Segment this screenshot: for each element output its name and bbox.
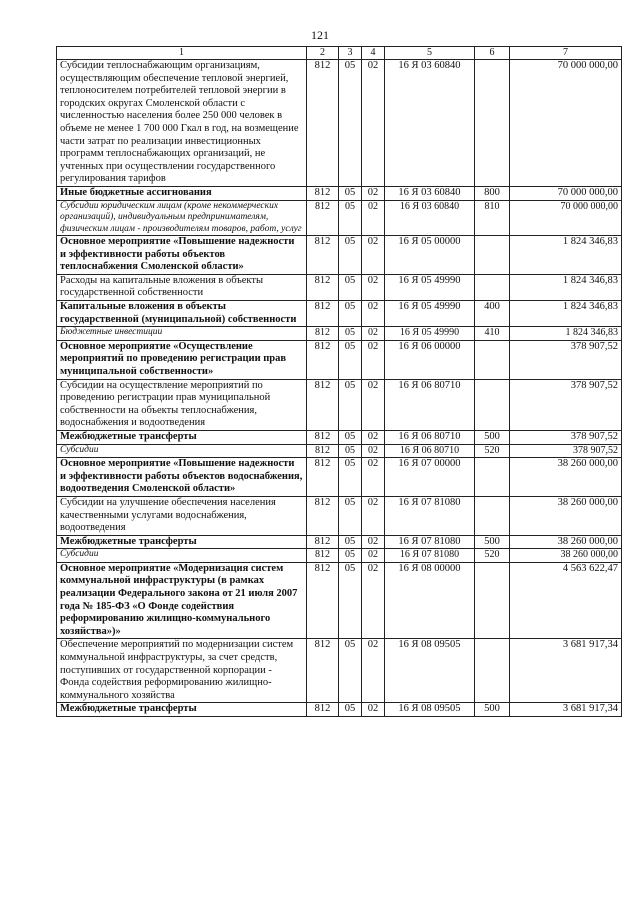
- row-ministry-cell: 812: [307, 703, 339, 717]
- table-row: [57, 340, 622, 379]
- row-subsection-cell: 02: [362, 444, 385, 458]
- row-section-cell: 05: [339, 703, 362, 717]
- row-amount-cell: 70 000 000,00: [510, 60, 622, 187]
- table-row: [57, 549, 622, 563]
- row-ministry-cell: 812: [307, 562, 339, 639]
- row-target-article-cell: 16 Я 05 49990: [385, 327, 475, 341]
- row-expense-type-cell: 520: [475, 444, 510, 458]
- row-subsection-cell: 02: [362, 535, 385, 549]
- table-row: [57, 639, 622, 703]
- table-row: [57, 301, 622, 327]
- row-amount-cell: 1 824 346,83: [510, 301, 622, 327]
- row-name-cell: Субсидии: [57, 549, 307, 563]
- row-name-cell: Основное мероприятие «Повышение надежности и эффективности работы объектов водоснабжения, водоотведения Смоленской области»: [57, 458, 307, 497]
- header-row: [57, 47, 622, 60]
- row-subsection-cell: 02: [362, 340, 385, 379]
- row-section-cell: 05: [339, 379, 362, 430]
- row-name-cell: Основное мероприятие «Повышение надежности и эффективности работы объектов теплоснабжения Смоленской области»: [57, 236, 307, 275]
- header-col-4: 4: [362, 47, 385, 60]
- row-expense-type-cell: 500: [475, 430, 510, 444]
- row-target-article-cell: 16 Я 06 80710: [385, 430, 475, 444]
- row-section-cell: 05: [339, 549, 362, 563]
- row-target-article-cell: 16 Я 03 60840: [385, 186, 475, 200]
- row-subsection-cell: 02: [362, 430, 385, 444]
- row-name-cell: Расходы на капитальные вложения в объекты государственной собственности: [57, 274, 307, 300]
- table-row: [57, 535, 622, 549]
- row-section-cell: 05: [339, 639, 362, 703]
- row-expense-type-cell: [475, 496, 510, 535]
- row-target-article-cell: 16 Я 07 00000: [385, 458, 475, 497]
- row-ministry-cell: 812: [307, 274, 339, 300]
- row-amount-cell: 4 563 622,47: [510, 562, 622, 639]
- row-amount-cell: 3 681 917,34: [510, 639, 622, 703]
- row-subsection-cell: 02: [362, 379, 385, 430]
- row-target-article-cell: 16 Я 08 09505: [385, 703, 475, 717]
- row-name-cell: Межбюджетные трансферты: [57, 430, 307, 444]
- table-row: [57, 379, 622, 430]
- header-col-2: 2: [307, 47, 339, 60]
- row-section-cell: 05: [339, 200, 362, 236]
- row-target-article-cell: 16 Я 08 00000: [385, 562, 475, 639]
- row-subsection-cell: 02: [362, 327, 385, 341]
- row-expense-type-cell: 400: [475, 301, 510, 327]
- row-section-cell: 05: [339, 535, 362, 549]
- row-section-cell: 05: [339, 274, 362, 300]
- header-col-1: 1: [57, 47, 307, 60]
- row-ministry-cell: 812: [307, 535, 339, 549]
- row-expense-type-cell: [475, 236, 510, 275]
- table-row: [57, 327, 622, 341]
- header-col-3: 3: [339, 47, 362, 60]
- row-name-cell: Межбюджетные трансферты: [57, 703, 307, 717]
- row-target-article-cell: 16 Я 05 49990: [385, 301, 475, 327]
- row-amount-cell: 1 824 346,83: [510, 327, 622, 341]
- row-subsection-cell: 02: [362, 703, 385, 717]
- row-target-article-cell: 16 Я 08 09505: [385, 639, 475, 703]
- row-ministry-cell: 812: [307, 236, 339, 275]
- row-subsection-cell: 02: [362, 458, 385, 497]
- row-section-cell: 05: [339, 340, 362, 379]
- row-amount-cell: 38 260 000,00: [510, 458, 622, 497]
- row-subsection-cell: 02: [362, 639, 385, 703]
- table-body: [57, 60, 622, 717]
- row-name-cell: Бюджетные инвестиции: [57, 327, 307, 341]
- row-subsection-cell: 02: [362, 200, 385, 236]
- row-amount-cell: 38 260 000,00: [510, 535, 622, 549]
- row-ministry-cell: 812: [307, 549, 339, 563]
- row-target-article-cell: 16 Я 05 49990: [385, 274, 475, 300]
- row-target-article-cell: 16 Я 05 00000: [385, 236, 475, 275]
- row-target-article-cell: 16 Я 03 60840: [385, 60, 475, 187]
- budget-table: [56, 46, 622, 717]
- row-expense-type-cell: [475, 458, 510, 497]
- row-subsection-cell: 02: [362, 301, 385, 327]
- table-row: [57, 274, 622, 300]
- row-expense-type-cell: 800: [475, 186, 510, 200]
- row-section-cell: 05: [339, 327, 362, 341]
- row-ministry-cell: 812: [307, 379, 339, 430]
- row-ministry-cell: 812: [307, 639, 339, 703]
- row-target-article-cell: 16 Я 07 81080: [385, 535, 475, 549]
- row-ministry-cell: 812: [307, 458, 339, 497]
- row-expense-type-cell: [475, 340, 510, 379]
- table-row: [57, 60, 622, 187]
- row-subsection-cell: 02: [362, 549, 385, 563]
- table-row: [57, 458, 622, 497]
- row-expense-type-cell: 500: [475, 703, 510, 717]
- row-ministry-cell: 812: [307, 496, 339, 535]
- row-expense-type-cell: 810: [475, 200, 510, 236]
- table-row: [57, 496, 622, 535]
- row-subsection-cell: 02: [362, 236, 385, 275]
- row-subsection-cell: 02: [362, 496, 385, 535]
- row-amount-cell: 3 681 917,34: [510, 703, 622, 717]
- row-target-article-cell: 16 Я 06 80710: [385, 379, 475, 430]
- row-section-cell: 05: [339, 236, 362, 275]
- row-section-cell: 05: [339, 496, 362, 535]
- row-subsection-cell: 02: [362, 274, 385, 300]
- row-target-article-cell: 16 Я 07 81080: [385, 496, 475, 535]
- row-section-cell: 05: [339, 186, 362, 200]
- row-expense-type-cell: [475, 60, 510, 187]
- row-target-article-cell: 16 Я 03 60840: [385, 200, 475, 236]
- row-ministry-cell: 812: [307, 327, 339, 341]
- row-amount-cell: 38 260 000,00: [510, 549, 622, 563]
- row-section-cell: 05: [339, 301, 362, 327]
- table-row: [57, 562, 622, 639]
- row-name-cell: Межбюджетные трансферты: [57, 535, 307, 549]
- table-row: [57, 444, 622, 458]
- row-name-cell: Субсидии на улучшение обеспечения населения качественными услугами водоснабжения, водоотведения: [57, 496, 307, 535]
- row-ministry-cell: 812: [307, 444, 339, 458]
- table-row: [57, 186, 622, 200]
- row-expense-type-cell: [475, 274, 510, 300]
- row-name-cell: Обеспечение мероприятий по модернизации систем коммунальной инфраструктуры, за счет средств, поступивших от государственной корпорации - Фонда содействия реформированию жилищно-коммунального хозяйства: [57, 639, 307, 703]
- header-col-6: 6: [475, 47, 510, 60]
- row-section-cell: 05: [339, 458, 362, 497]
- row-name-cell: Субсидии: [57, 444, 307, 458]
- row-ministry-cell: 812: [307, 60, 339, 187]
- row-expense-type-cell: 410: [475, 327, 510, 341]
- row-subsection-cell: 02: [362, 186, 385, 200]
- row-subsection-cell: 02: [362, 60, 385, 187]
- row-ministry-cell: 812: [307, 301, 339, 327]
- row-name-cell: Иные бюджетные ассигнования: [57, 186, 307, 200]
- row-ministry-cell: 812: [307, 340, 339, 379]
- row-expense-type-cell: [475, 379, 510, 430]
- row-name-cell: Субсидии теплоснабжающим организациям, осуществляющим обеспечение тепловой энергией, теплоносителем потребителей тепловой энергии в городских округах Смоленской области с численностью населения более 250 000 человек в объеме не менее 1 700 000 Гкал в год, на возмещение части затрат по реализации инвестиционных программ теплоснабжающих организаций, не учтенных при осуществлении государственного регулирования тарифов: [57, 60, 307, 187]
- table-row: [57, 200, 622, 236]
- row-expense-type-cell: [475, 562, 510, 639]
- row-name-cell: Основное мероприятие «Модернизация систем коммунальной инфраструктуры (в рамках реализации Федерального закона от 21 июля 2007 года № 185-ФЗ «О Фонде содействия реформированию жилищно-коммунального хозяйства»)»: [57, 562, 307, 639]
- page-number: 121: [311, 28, 329, 42]
- row-section-cell: 05: [339, 60, 362, 187]
- header-col-7: 7: [510, 47, 622, 60]
- row-amount-cell: 378 907,52: [510, 379, 622, 430]
- row-name-cell: Субсидии на осуществление мероприятий по проведению регистрации прав муниципальной собственности на объекты теплоснабжения, водоснабжения и водоотведения: [57, 379, 307, 430]
- row-ministry-cell: 812: [307, 430, 339, 444]
- row-amount-cell: 70 000 000,00: [510, 186, 622, 200]
- row-expense-type-cell: [475, 639, 510, 703]
- row-name-cell: Субсидии юридическим лицам (кроме некоммерческих организаций), индивидуальным предпринимателям, физическим лицам - производителям товаров, работ, услуг: [57, 200, 307, 236]
- row-section-cell: 05: [339, 430, 362, 444]
- table-row: [57, 703, 622, 717]
- row-section-cell: 05: [339, 444, 362, 458]
- row-amount-cell: 378 907,52: [510, 444, 622, 458]
- row-target-article-cell: 16 Я 07 81080: [385, 549, 475, 563]
- row-amount-cell: 38 260 000,00: [510, 496, 622, 535]
- row-name-cell: Капитальные вложения в объекты государственной (муниципальной) собственности: [57, 301, 307, 327]
- row-ministry-cell: 812: [307, 186, 339, 200]
- row-expense-type-cell: 520: [475, 549, 510, 563]
- row-name-cell: Основное мероприятие «Осуществление мероприятий по проведению регистрации прав муниципальной собственности»: [57, 340, 307, 379]
- header-col-5: 5: [385, 47, 475, 60]
- row-amount-cell: 1 824 346,83: [510, 274, 622, 300]
- row-subsection-cell: 02: [362, 562, 385, 639]
- row-amount-cell: 70 000 000,00: [510, 200, 622, 236]
- table-row: [57, 236, 622, 275]
- row-ministry-cell: 812: [307, 200, 339, 236]
- row-section-cell: 05: [339, 562, 362, 639]
- row-target-article-cell: 16 Я 06 80710: [385, 444, 475, 458]
- row-amount-cell: 378 907,52: [510, 430, 622, 444]
- row-amount-cell: 1 824 346,83: [510, 236, 622, 275]
- row-amount-cell: 378 907,52: [510, 340, 622, 379]
- row-target-article-cell: 16 Я 06 00000: [385, 340, 475, 379]
- row-expense-type-cell: 500: [475, 535, 510, 549]
- table-row: [57, 430, 622, 444]
